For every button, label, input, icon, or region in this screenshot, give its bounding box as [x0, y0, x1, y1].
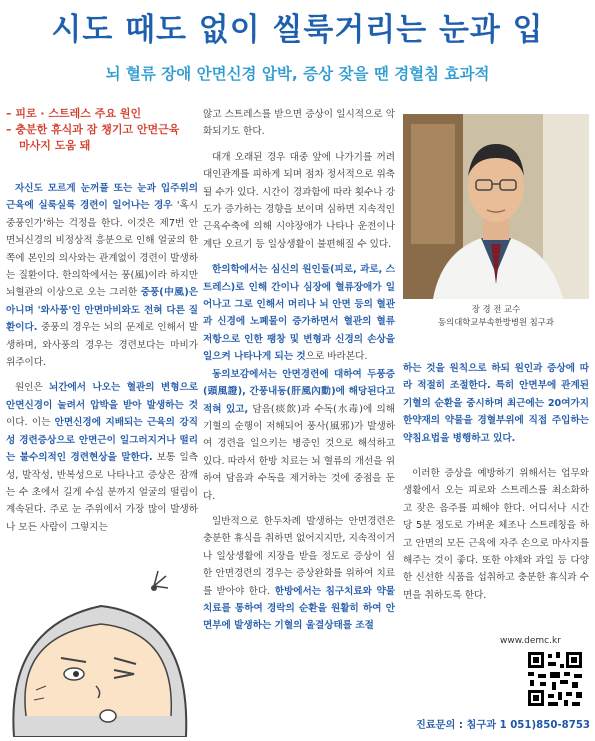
col1-p2-text-c: 보통 일측성, 발작성, 반복성으로 나타나고 증상은 잠깨는 수 초에서 길게 수십 분까지 얼굴의 떨림이 계속된다. 주로 눈 주위에서 가장 많이 발생하나 모든 사람이 그렇지는: [6, 452, 198, 533]
qr-code-graphic: [526, 650, 584, 708]
col2-paragraph-4: [203, 366, 395, 505]
caption-affiliation: 동의대학교부속한방병원 침구과: [438, 317, 554, 327]
contact-info: 진료문의 : 침구과 1 051)850-8753: [415, 720, 590, 731]
col1-p2-text-b: 이다. 이는: [6, 417, 55, 429]
col1-p2-highlight: 뇌간에서 나오는 혈관의 변형으로 안면신경이 눌려서 압박을 받아 발생하는 것: [6, 382, 198, 411]
doctor-photo: [403, 114, 589, 299]
col2-p4-highlight: 동의보감에서는 안면경련에 대하여 두풍증(頭風證), 간풍내동(肝風內動)에 해당된다고 적혀 있고,: [203, 368, 395, 415]
summary-bullets: [6, 106, 201, 154]
col2-paragraph-5: [203, 513, 395, 635]
col2-p5-highlight: 한방에서는 침구치료와 약물치료를 통하여 경락의 순환을 원활히 하여 안면부에 발생하는 기혈의 울결상태를 조절: [203, 585, 395, 632]
bullet-1: – 피로 · 스트레스 주요 원인: [6, 107, 142, 120]
subheadline: 뇌 혈류 장애 안면신경 압박, 증상 잦을 땐 경혈침 효과적: [105, 65, 490, 83]
col2-p5-text: 일반적으로 한두차례 발생하는 안면경련은 충분한 휴식을 취하면 없어지지만, 지속적이거나 일상생활에 지장을 받을 정도로 증상이 심한 안면경련의 경우는 증상완화를 위하여 치료를 받아야 한다.: [203, 515, 395, 597]
col2-paragraph-2: 대개 오래된 경우 대중 앞에 나가기를 꺼려 대인관계를 피하게 되며 점차 정서적으로 위축될 수가 있다. 시간이 경과함에 따라 횟수나 강도가 증가하는 경향을 보이며 심하면 지속적인 근육수축에 의해 시야장애가 나타나 운전이나 계단 오르기 등 일상생활이 불편해질 수 있다.: [203, 151, 395, 250]
col1-p1-text: '혹시 중풍인가'하는 걱정을 한다. 이것은 제7번 안면뇌신경의 비정상적 흥분으로 인해 얼굴의 한쪽에 본인의 의사와는 관계없이 경련이 발생하는 질환이다. 한의학에서는 풍(風)이라 하지만 뇌혈관의 이상으로 오는 그러한: [6, 200, 198, 299]
col2-p3-text: 으로 바라본다.: [305, 351, 368, 363]
bullet-2-cont: 마사지 도움 돼: [19, 139, 91, 152]
col2-paragraph-3: [203, 261, 395, 365]
col2-p3-highlight: 한의학에서는 심신의 원인들(피로, 과로, 스트레스)로 인해 간이나 심장에 혈류장애가 일어나고 그로 인해서 머리나 뇌 안면 등의 혈관과 신경에 노폐물이 증가하면서 혈관의 혈류저항으로 인한 팽창 및 변형과 신경의 손상을 일으켜 나타나게 되는 것: [203, 264, 395, 363]
col1-p2-text-a: 원인은: [15, 382, 49, 394]
caption-name: 장 경 전 교수: [471, 304, 521, 314]
col2-p4-text: 담음(痰飮)과 수독(水毒)에 의해 기혈의 순행이 저해되어 풍사(風邪)가 발생하여 경련을 일으키는 병증인 것으로 해석하고 있다. 따라서 한방 치료는 뇌 혈류의 개선을 위하여 담음과 수독을 제거하는 것에 중점을 둔다.: [203, 403, 395, 502]
cartoon-face-icon: [6, 566, 196, 737]
col3-paragraph-2: 이러한 증상을 예방하기 위해서는 업무와 생활에서 오는 피로와 스트레스를 최소화하고 잦은 음주를 피해야 한다. 어디서나 시간당 5분 정도로 가벼운 체조나 스트레칭을 하고 안면의 모든 근육에 자주 손으로 마사지를 해주는 것이 좋다. 또한 야채와 과일 등 다양한 신선한 식품을 섭취하고 충분한 휴식과 수면을 취하도록 한다.: [403, 468, 589, 601]
headline: 시도 때도 없이 씰룩거리는 눈과 입: [51, 12, 544, 48]
col1-p1-highlight-2: 중풍(中風)은 아니며 '와사풍'인 안면마비와도 전혀 다른 질환이다.: [6, 287, 198, 334]
col1-paragraph-1: [6, 180, 198, 371]
doctor-photo-image: [403, 114, 589, 299]
column-1: [6, 180, 198, 536]
website-url[interactable]: www.demc.kr: [500, 636, 561, 646]
col2-paragraph-1: 않고 스트레스를 받으면 증상이 일시적으로 악화되기도 한다.: [203, 109, 395, 138]
bullet-2: – 충분한 휴식과 잠 챙기고 안면근육: [6, 123, 180, 136]
column-2: [203, 106, 395, 635]
cartoon-illustration: [6, 566, 196, 737]
col1-paragraph-2: [6, 379, 198, 536]
col1-p1-text-2: 중풍의 경우는 뇌의 문제로 인해서 발생하며, 와사풍의 경우는 경련보다는 마비가 위주이다.: [6, 322, 198, 369]
qr-code-icon: [526, 650, 584, 708]
col1-p2-highlight-2: 안면신경에 지배되는 근육의 강직성 경련증상으로 안면근이 일그러지거나 떨리는 불수의적인 경련현상을 말한다.: [6, 417, 198, 464]
photo-caption: [403, 303, 589, 329]
column-3: [403, 360, 589, 604]
col1-p1-highlight: 자신도 모르게 눈꺼풀 또는 눈과 입주위의 근육에 실룩실룩 경련이 일어나는 경우: [6, 183, 198, 212]
col3-paragraph-1: 하는 것을 원칙으로 하되 원인과 증상에 따라 적절히 조절한다. 특히 안면부에 관계된 기혈의 순환을 중시하며 최근에는 20여가지 한약재의 약물을 경혈부위에 직접 주입하는 약침요법을 병행하고 있다.: [403, 363, 589, 444]
